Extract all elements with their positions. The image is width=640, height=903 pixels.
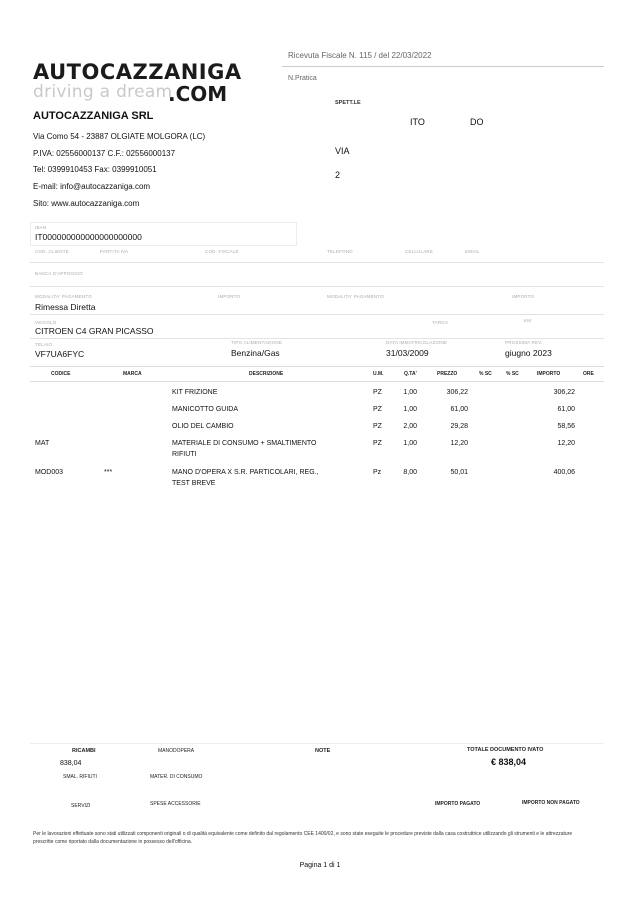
- row-desc: MATERIALE DI CONSUMO + SMALTIMENTO: [172, 440, 317, 447]
- col-importo: IMPORTO: [537, 371, 561, 377]
- divider: [30, 286, 604, 287]
- immatricolazione-value: 31/03/2009: [386, 348, 429, 358]
- col-sc1: % SC: [479, 371, 492, 377]
- email-label: EMAIL: [465, 249, 480, 254]
- company-email: E-mail: info@autocazzaniga.com: [33, 182, 151, 191]
- row-um: PZ: [373, 423, 382, 430]
- row-qta: 1,00: [403, 406, 417, 413]
- row-desc-cont: RIFIUTI: [172, 451, 197, 458]
- col-marca: MARCA: [123, 371, 142, 377]
- col-qta: Q.TA': [404, 371, 417, 377]
- pratica-label: N.Pratica: [288, 75, 317, 82]
- note-label: NOTE: [315, 748, 331, 754]
- totale-label: TOTALE DOCUMENTO IVATO: [467, 747, 544, 753]
- modalita-value: Rimessa Diretta: [35, 302, 96, 312]
- importo-non-pagato-label: IMPORTO NON PAGATO: [522, 800, 580, 806]
- row-codice: MAT: [35, 440, 50, 447]
- col-codice: CODICE: [51, 371, 71, 377]
- company-phone: Tel: 0399910453 Fax: 0399910051: [33, 165, 157, 174]
- row-desc: MANO D'OPERA X S.R. PARTICOLARI, REG.,: [172, 469, 319, 476]
- row-um: PZ: [373, 440, 382, 447]
- totale-value: € 838,04: [491, 757, 527, 767]
- totals-divider: [30, 743, 604, 744]
- targa-label: TARGA: [432, 320, 449, 325]
- customer-city: 2: [335, 170, 341, 180]
- customer-name-a: ITO: [410, 117, 425, 127]
- logo-slogan: driving a dream: [33, 82, 173, 102]
- row-qta: 1,00: [403, 440, 417, 447]
- partita-iva-label: PARTITA IVA: [100, 249, 129, 254]
- col-ore: ORE: [583, 371, 594, 377]
- row-qta: 1,00: [403, 389, 417, 396]
- logo-domain: .COM: [168, 82, 228, 106]
- row-um: PZ: [373, 389, 382, 396]
- row-qta: 8,00: [403, 469, 417, 476]
- cod-fiscale-label: COD. FISCALE: [205, 249, 239, 254]
- veicolo-value: CITROEN C4 GRAN PICASSO: [35, 326, 154, 336]
- row-importo: 400,06: [553, 469, 575, 476]
- company-name: AUTOCAZZANIGA SRL: [33, 110, 154, 122]
- importo-pagato-label: IMPORTO PAGATO: [435, 801, 481, 807]
- telaio-value: VF7UA6FYC: [35, 349, 85, 359]
- customer-street: VIA: [335, 146, 350, 156]
- row-importo: 61,00: [557, 406, 575, 413]
- row-desc: KIT FRIZIONE: [172, 389, 218, 396]
- banca-label: BANCA D'APPOGGIO: [35, 271, 84, 276]
- modalita2-label: MODALITA' PAGAMENTO: [327, 294, 384, 299]
- row-qta: 2,00: [403, 423, 417, 430]
- col-sc2: % SC: [506, 371, 519, 377]
- iban-label: IBAN: [35, 225, 47, 230]
- col-prezzo: PREZZO: [437, 371, 458, 377]
- km-label: KM: [524, 318, 532, 323]
- col-um: U.M.: [373, 371, 384, 377]
- divider: [30, 314, 604, 315]
- row-prezzo: 306,22: [446, 389, 468, 396]
- row-importo: 12,20: [557, 440, 575, 447]
- smal-rifiuti-label: SMAL. RIFIUTI: [63, 774, 97, 780]
- receipt-number: Ricevuta Fiscale N. 115 / del 22/03/2022: [288, 51, 432, 60]
- company-vat: P.IVA: 02556000137 C.F.: 02556000137: [33, 149, 176, 158]
- revisione-value: giugno 2023: [505, 348, 552, 358]
- ricambi-value: 838,04: [60, 760, 82, 767]
- divider: [30, 262, 604, 263]
- col-descrizione: DESCRIZIONE: [249, 371, 284, 377]
- row-prezzo: 61,00: [450, 406, 468, 413]
- company-address: Via Como 54 - 23887 OLGIATE MOLGORA (LC): [33, 132, 206, 141]
- revisione-label: PROSSIMA REV.: [505, 340, 543, 345]
- divider: [30, 338, 604, 339]
- spett-label: SPETT.LE: [335, 100, 361, 106]
- importo-label: IMPORTO: [218, 294, 241, 299]
- row-desc-cont: TEST BREVE: [172, 480, 216, 487]
- row-codice: MOD003: [35, 469, 64, 476]
- row-desc: OLIO DEL CAMBIO: [172, 423, 234, 430]
- modalita-label: MODALITA' PAGAMENTO: [35, 294, 92, 299]
- immatricolazione-label: DATA IMMATRICOLAZIONE: [386, 340, 448, 345]
- row-importo: 58,56: [557, 423, 575, 430]
- iban-value: IT000000000000000000000: [35, 232, 142, 242]
- row-importo: 306,22: [553, 389, 575, 396]
- logo-title: AUTOCAZZANIGA: [33, 60, 242, 84]
- cellulare-label: CELLULARE: [405, 249, 434, 254]
- manodopera-label: MANODOPERA: [158, 748, 195, 754]
- cod-cliente-label: COD. CLIENTE: [35, 249, 69, 254]
- row-um: PZ: [373, 406, 382, 413]
- customer-name-b: DO: [470, 117, 484, 127]
- telefono-label: TELEFONO: [327, 249, 353, 254]
- page-number: Pagina 1 di 1: [299, 862, 341, 869]
- mater-consumo-label: MATER. DI CONSUMO: [150, 774, 203, 780]
- alimentazione-label: TIPO ALIMENTAZIONE: [231, 340, 283, 345]
- company-site: Sito: www.autocazzaniga.com: [33, 199, 140, 208]
- ricambi-label: RICAMBI: [72, 748, 96, 754]
- alimentazione-value: Benzina/Gas: [231, 348, 280, 358]
- row-um: Pz: [373, 469, 382, 476]
- row-prezzo: 12,20: [450, 440, 468, 447]
- importo2-label: IMPORTO: [512, 294, 535, 299]
- telaio-label: TELAIO: [35, 342, 53, 347]
- row-marca: ***: [104, 469, 113, 476]
- servizi-label: SERVIZI: [71, 803, 91, 809]
- spese-accessorie-label: SPESE ACCESSORIE: [150, 801, 201, 807]
- row-prezzo: 29,28: [450, 423, 468, 430]
- row-prezzo: 50,01: [450, 469, 468, 476]
- veicolo-label: VEICOLO: [35, 320, 57, 325]
- row-desc: MANICOTTO GUIDA: [172, 406, 238, 413]
- disclaimer: Per le lavorazioni effettuate sono stati utilizzati componenti originali o di qualità equivalente come definito dal regolamento CEE 1400/02, e sono state eseguite le procedure previste dalla casa costruttrice utilizzando gli strumenti e le attrezzature prescritte come riportato dalla documentazione in possesso dell'officina.: [33, 831, 573, 845]
